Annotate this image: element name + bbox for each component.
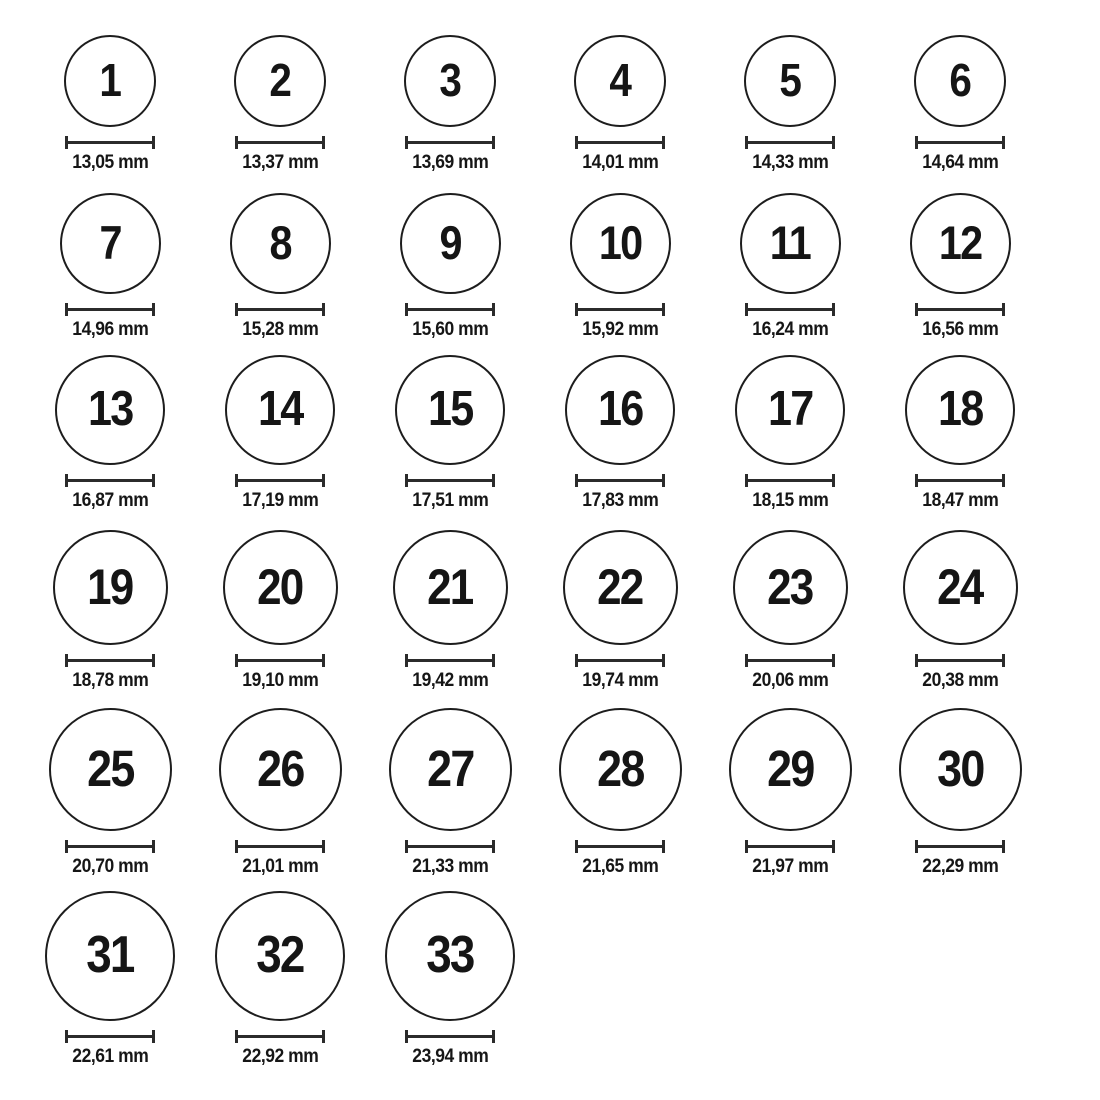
- ring-circle: [53, 530, 168, 645]
- measure-tick-right: [662, 840, 665, 853]
- ring-size-number: 29: [766, 740, 814, 797]
- measure-tick-right: [492, 654, 495, 667]
- measure-bar: [578, 659, 662, 662]
- diameter-measure-line: [745, 303, 835, 316]
- ring-size-number: 30: [936, 740, 984, 797]
- ring-size-number: 12: [938, 216, 982, 269]
- measure-bar: [748, 308, 832, 311]
- measure-bar: [408, 1035, 492, 1038]
- ring-size-number: 27: [426, 740, 474, 797]
- measure-bar: [918, 308, 1002, 311]
- measure-bar: [918, 479, 1002, 482]
- diameter-label: 20,06 mm: [751, 670, 829, 691]
- measure-tick-right: [832, 303, 835, 316]
- ring-size-cell: [365, 708, 535, 877]
- measure-bar: [408, 141, 492, 144]
- diameter-label: 14,64 mm: [921, 152, 999, 173]
- ring-size-cell: [365, 35, 535, 173]
- ring-circle: [570, 193, 671, 294]
- ring-size-number: 10: [598, 216, 642, 269]
- diameter-measure-line: [745, 840, 835, 853]
- diameter-measure-line: [65, 1030, 155, 1043]
- ring-circle: [559, 708, 682, 831]
- measure-tick-right: [322, 840, 325, 853]
- diameter-measure-line: [915, 303, 1005, 316]
- diameter-label: 15,28 mm: [241, 319, 319, 340]
- ring-circle: [225, 355, 335, 465]
- ring-circle-wrap: [899, 708, 1022, 831]
- diameter-measure-line: [405, 474, 495, 487]
- ring-circle-wrap: [559, 708, 682, 831]
- ring-circle: [49, 708, 172, 831]
- measure-tick-right: [152, 1030, 155, 1043]
- ring-circle: [55, 355, 165, 465]
- diameter-label: 22,29 mm: [921, 856, 999, 877]
- ring-circle: [215, 891, 345, 1021]
- diameter-measure-line: [575, 474, 665, 487]
- diameter-label: 21,01 mm: [241, 856, 319, 877]
- diameter-measure-line: [235, 474, 325, 487]
- diameter-label: 19,74 mm: [581, 670, 659, 691]
- ring-size-number: 7: [99, 216, 121, 269]
- ring-circle-wrap: [570, 193, 671, 294]
- diameter-label: 20,38 mm: [921, 670, 999, 691]
- measure-bar: [578, 141, 662, 144]
- diameter-measure-line: [65, 654, 155, 667]
- ring-circle-wrap: [385, 891, 515, 1021]
- measure-bar: [748, 845, 832, 848]
- ring-size-number: 4: [609, 54, 631, 106]
- diameter-label: 17,51 mm: [411, 490, 489, 511]
- ring-size-number: 11: [769, 216, 811, 269]
- measure-bar: [408, 479, 492, 482]
- ring-circle-wrap: [910, 193, 1011, 294]
- ring-size-cell: [535, 708, 705, 877]
- diameter-label: 21,33 mm: [411, 856, 489, 877]
- ring-size-cell: [195, 193, 365, 340]
- ring-circle: [45, 891, 175, 1021]
- diameter-measure-line: [915, 136, 1005, 149]
- measure-bar: [918, 845, 1002, 848]
- measure-bar: [918, 141, 1002, 144]
- ring-circle: [733, 530, 848, 645]
- ring-size-number: 22: [597, 558, 643, 615]
- diameter-measure-line: [65, 303, 155, 316]
- measure-tick-right: [492, 136, 495, 149]
- ring-circle-wrap: [389, 708, 512, 831]
- measure-bar: [408, 845, 492, 848]
- measure-tick-right: [152, 303, 155, 316]
- measure-bar: [68, 1035, 152, 1038]
- diameter-label: 18,78 mm: [71, 670, 149, 691]
- ring-circle: [230, 193, 331, 294]
- measure-tick-right: [492, 1030, 495, 1043]
- ring-size-number: 13: [87, 381, 133, 436]
- ring-size-number: 15: [427, 381, 473, 436]
- measure-bar: [68, 659, 152, 662]
- measure-tick-right: [492, 303, 495, 316]
- ring-circle: [744, 35, 836, 127]
- ring-circle: [393, 530, 508, 645]
- ring-circle: [735, 355, 845, 465]
- diameter-label: 13,05 mm: [71, 152, 149, 173]
- ring-size-cell: [365, 891, 535, 1067]
- measure-tick-right: [832, 654, 835, 667]
- diameter-label: 13,37 mm: [241, 152, 319, 173]
- ring-circle-wrap: [219, 708, 342, 831]
- ring-circle-wrap: [563, 530, 678, 645]
- ring-row: [25, 193, 1100, 340]
- diameter-label: 21,97 mm: [751, 856, 829, 877]
- ring-circle-wrap: [223, 530, 338, 645]
- ring-circle-wrap: [395, 355, 505, 465]
- diameter-measure-line: [915, 474, 1005, 487]
- measure-bar: [238, 659, 322, 662]
- diameter-label: 19,10 mm: [241, 670, 319, 691]
- diameter-measure-line: [575, 840, 665, 853]
- ring-size-number: 5: [779, 54, 801, 106]
- diameter-measure-line: [405, 303, 495, 316]
- ring-size-cell: [365, 530, 535, 691]
- ring-size-cell: [195, 35, 365, 173]
- ring-circle: [740, 193, 841, 294]
- ring-row: [25, 355, 1100, 511]
- ring-size-number: 23: [767, 558, 813, 615]
- ring-size-cell: [705, 193, 875, 340]
- measure-tick-right: [492, 474, 495, 487]
- measure-tick-right: [152, 654, 155, 667]
- measure-bar: [68, 845, 152, 848]
- measure-bar: [238, 479, 322, 482]
- ring-size-number: 14: [257, 381, 303, 436]
- diameter-label: 15,92 mm: [581, 319, 659, 340]
- measure-tick-right: [1002, 474, 1005, 487]
- ring-size-cell: [25, 530, 195, 691]
- ring-size-cell: [25, 891, 195, 1067]
- diameter-label: 16,87 mm: [71, 490, 149, 511]
- ring-circle-wrap: [230, 193, 331, 294]
- ring-size-cell: [195, 891, 365, 1067]
- ring-circle: [563, 530, 678, 645]
- ring-circle: [60, 193, 161, 294]
- ring-circle-wrap: [914, 35, 1006, 127]
- diameter-measure-line: [915, 840, 1005, 853]
- diameter-label: 13,69 mm: [411, 152, 489, 173]
- ring-size-cell: [25, 355, 195, 511]
- ring-circle-wrap: [393, 530, 508, 645]
- ring-circle-wrap: [744, 35, 836, 127]
- ring-size-cell: [195, 708, 365, 877]
- measure-tick-right: [832, 840, 835, 853]
- diameter-label: 22,92 mm: [241, 1046, 319, 1067]
- ring-size-cell: [875, 708, 1045, 877]
- ring-circle: [219, 708, 342, 831]
- ring-row: [25, 35, 1100, 173]
- measure-bar: [238, 1035, 322, 1038]
- ring-circle-wrap: [64, 35, 156, 127]
- ring-size-number: 24: [937, 558, 983, 615]
- ring-circle: [729, 708, 852, 831]
- ring-size-number: 33: [426, 926, 474, 984]
- diameter-label: 22,61 mm: [71, 1046, 149, 1067]
- measure-bar: [408, 659, 492, 662]
- measure-tick-right: [152, 474, 155, 487]
- ring-size-number: 1: [99, 54, 121, 106]
- ring-size-cell: [875, 355, 1045, 511]
- diameter-label: 14,96 mm: [71, 319, 149, 340]
- ring-circle-wrap: [53, 530, 168, 645]
- ring-circle-wrap: [740, 193, 841, 294]
- diameter-measure-line: [745, 654, 835, 667]
- measure-bar: [408, 308, 492, 311]
- ring-size-cell: [535, 530, 705, 691]
- diameter-label: 17,19 mm: [241, 490, 319, 511]
- measure-tick-right: [662, 303, 665, 316]
- measure-tick-right: [662, 474, 665, 487]
- ring-circle-wrap: [45, 891, 175, 1021]
- ring-size-cell: [705, 35, 875, 173]
- ring-circle: [400, 193, 501, 294]
- ring-size-cell: [705, 355, 875, 511]
- ring-circle-wrap: [49, 708, 172, 831]
- ring-circle-wrap: [565, 355, 675, 465]
- diameter-measure-line: [235, 303, 325, 316]
- ring-circle: [395, 355, 505, 465]
- diameter-label: 18,15 mm: [751, 490, 829, 511]
- diameter-measure-line: [915, 654, 1005, 667]
- ring-size-cell: [705, 708, 875, 877]
- measure-tick-right: [322, 1030, 325, 1043]
- ring-size-number: 21: [427, 558, 473, 615]
- measure-tick-right: [832, 474, 835, 487]
- ring-circle: [910, 193, 1011, 294]
- ring-size-cell: [195, 355, 365, 511]
- ring-circle-wrap: [729, 708, 852, 831]
- ring-size-number: 2: [269, 54, 291, 106]
- diameter-label: 15,60 mm: [411, 319, 489, 340]
- measure-tick-right: [152, 136, 155, 149]
- measure-tick-right: [322, 654, 325, 667]
- ring-size-cell: [875, 193, 1045, 340]
- ring-size-number: 19: [87, 558, 133, 615]
- ring-size-number: 26: [256, 740, 304, 797]
- diameter-measure-line: [405, 654, 495, 667]
- measure-bar: [748, 659, 832, 662]
- diameter-measure-line: [405, 1030, 495, 1043]
- ring-size-cell: [535, 355, 705, 511]
- ring-circle-wrap: [234, 35, 326, 127]
- diameter-measure-line: [65, 474, 155, 487]
- measure-tick-right: [662, 654, 665, 667]
- ring-size-number: 3: [439, 54, 461, 106]
- ring-size-number: 31: [86, 926, 134, 984]
- ring-circle-wrap: [574, 35, 666, 127]
- ring-size-cell: [25, 193, 195, 340]
- measure-bar: [918, 659, 1002, 662]
- ring-size-cell: [195, 530, 365, 691]
- diameter-measure-line: [235, 1030, 325, 1043]
- ring-circle-wrap: [225, 355, 335, 465]
- diameter-measure-line: [235, 840, 325, 853]
- measure-tick-right: [1002, 840, 1005, 853]
- ring-circle-wrap: [404, 35, 496, 127]
- measure-bar: [578, 845, 662, 848]
- diameter-label: 18,47 mm: [921, 490, 999, 511]
- ring-size-cell: [365, 193, 535, 340]
- ring-row: [25, 708, 1100, 877]
- diameter-measure-line: [745, 474, 835, 487]
- ring-circle: [223, 530, 338, 645]
- diameter-label: 16,24 mm: [751, 319, 829, 340]
- ring-circle-wrap: [55, 355, 165, 465]
- ring-circle: [903, 530, 1018, 645]
- ring-size-number: 17: [767, 381, 813, 436]
- measure-bar: [238, 845, 322, 848]
- ring-circle: [565, 355, 675, 465]
- measure-tick-right: [1002, 303, 1005, 316]
- ring-size-cell: [25, 35, 195, 173]
- diameter-label: 20,70 mm: [71, 856, 149, 877]
- ring-size-cell: [875, 35, 1045, 173]
- ring-circle: [574, 35, 666, 127]
- ring-size-number: 28: [596, 740, 644, 797]
- ring-circle-wrap: [733, 530, 848, 645]
- diameter-label: 23,94 mm: [411, 1046, 489, 1067]
- ring-size-cell: [535, 35, 705, 173]
- diameter-label: 16,56 mm: [921, 319, 999, 340]
- ring-size-cell: [705, 530, 875, 691]
- ring-circle: [404, 35, 496, 127]
- ring-circle: [389, 708, 512, 831]
- ring-size-number: 16: [597, 381, 643, 436]
- measure-bar: [238, 141, 322, 144]
- ring-circle-wrap: [735, 355, 845, 465]
- ring-circle: [64, 35, 156, 127]
- ring-size-number: 9: [439, 216, 461, 269]
- diameter-label: 14,33 mm: [751, 152, 829, 173]
- measure-bar: [748, 141, 832, 144]
- ring-row: [25, 530, 1100, 691]
- ring-size-number: 8: [269, 216, 291, 269]
- diameter-label: 14,01 mm: [581, 152, 659, 173]
- diameter-measure-line: [235, 136, 325, 149]
- ring-circle-wrap: [215, 891, 345, 1021]
- ring-size-number: 25: [86, 740, 134, 797]
- measure-tick-right: [1002, 654, 1005, 667]
- diameter-measure-line: [575, 303, 665, 316]
- measure-tick-right: [322, 474, 325, 487]
- measure-bar: [578, 308, 662, 311]
- diameter-label: 17,83 mm: [581, 490, 659, 511]
- measure-bar: [68, 479, 152, 482]
- measure-tick-right: [322, 136, 325, 149]
- ring-circle-wrap: [60, 193, 161, 294]
- measure-tick-right: [1002, 136, 1005, 149]
- ring-size-cell: [25, 708, 195, 877]
- measure-bar: [748, 479, 832, 482]
- ring-circle: [899, 708, 1022, 831]
- ring-size-number: 18: [937, 381, 983, 436]
- ring-size-cell: [365, 355, 535, 511]
- ring-circle: [914, 35, 1006, 127]
- ring-size-number: 20: [257, 558, 303, 615]
- ring-circle-wrap: [905, 355, 1015, 465]
- ring-size-number: 6: [949, 54, 971, 106]
- measure-bar: [238, 308, 322, 311]
- ring-circle: [905, 355, 1015, 465]
- ring-size-number: 32: [256, 926, 304, 984]
- ring-size-cell: [535, 193, 705, 340]
- measure-tick-right: [492, 840, 495, 853]
- diameter-measure-line: [405, 136, 495, 149]
- measure-bar: [68, 141, 152, 144]
- ring-circle-wrap: [903, 530, 1018, 645]
- ring-circle: [234, 35, 326, 127]
- diameter-label: 21,65 mm: [581, 856, 659, 877]
- ring-circle-wrap: [400, 193, 501, 294]
- diameter-label: 19,42 mm: [411, 670, 489, 691]
- diameter-measure-line: [65, 136, 155, 149]
- measure-bar: [578, 479, 662, 482]
- diameter-measure-line: [405, 840, 495, 853]
- ring-size-cell: [875, 530, 1045, 691]
- diameter-measure-line: [235, 654, 325, 667]
- diameter-measure-line: [745, 136, 835, 149]
- diameter-measure-line: [575, 654, 665, 667]
- ring-row: [25, 891, 1100, 1067]
- measure-tick-right: [662, 136, 665, 149]
- measure-bar: [68, 308, 152, 311]
- measure-tick-right: [322, 303, 325, 316]
- diameter-measure-line: [65, 840, 155, 853]
- measure-tick-right: [152, 840, 155, 853]
- diameter-measure-line: [575, 136, 665, 149]
- ring-circle: [385, 891, 515, 1021]
- measure-tick-right: [832, 136, 835, 149]
